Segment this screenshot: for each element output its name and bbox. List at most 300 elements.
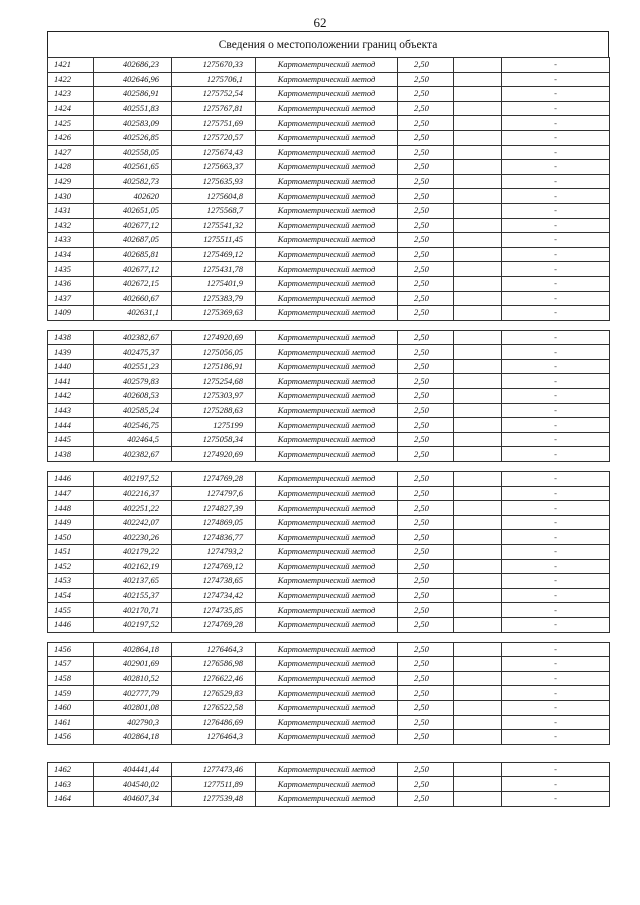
accuracy-cell: 2,50 [398, 218, 454, 233]
method-cell: Картометрический метод [256, 389, 398, 404]
x-coordinate-cell: 402230,26 [94, 530, 172, 545]
note-cell: - [502, 603, 610, 618]
description-cell [454, 617, 502, 632]
note-cell: - [502, 545, 610, 560]
accuracy-cell: 2,50 [398, 515, 454, 530]
point-number-cell: 1444 [48, 418, 94, 433]
x-coordinate-cell: 402558,05 [94, 145, 172, 160]
note-cell: - [502, 203, 610, 218]
accuracy-cell: 2,50 [398, 791, 454, 806]
method-cell: Картометрический метод [256, 291, 398, 306]
accuracy-cell: 2,50 [398, 486, 454, 501]
method-cell: Картометрический метод [256, 432, 398, 447]
method-cell: Картометрический метод [256, 588, 398, 603]
description-cell [454, 545, 502, 560]
table-row [48, 671, 610, 686]
description-cell [454, 777, 502, 792]
description-cell [454, 642, 502, 657]
table-row [48, 700, 610, 715]
accuracy-cell: 2,50 [398, 777, 454, 792]
x-coordinate-cell: 402475,37 [94, 345, 172, 360]
note-cell: - [502, 58, 610, 73]
page-number: 62 [313, 15, 327, 30]
accuracy-cell: 2,50 [398, 686, 454, 701]
table-row [48, 603, 610, 618]
accuracy-cell: 2,50 [398, 262, 454, 277]
method-cell: Картометрический метод [256, 203, 398, 218]
point-number-cell: 1438 [48, 330, 94, 345]
group-separator [48, 462, 610, 472]
method-cell: Картометрический метод [256, 530, 398, 545]
x-coordinate-cell: 402526,85 [94, 130, 172, 145]
point-number-cell: 1449 [48, 515, 94, 530]
y-coordinate-cell: 1275752,54 [172, 87, 256, 102]
method-cell: Картометрический метод [256, 72, 398, 87]
description-cell [454, 374, 502, 389]
point-number-cell: 1463 [48, 777, 94, 792]
description-cell [454, 715, 502, 730]
x-coordinate-cell: 402777,79 [94, 686, 172, 701]
note-cell: - [502, 530, 610, 545]
table-row [48, 345, 610, 360]
description-cell [454, 762, 502, 777]
description-cell [454, 130, 502, 145]
description-cell [454, 330, 502, 345]
table-row [48, 189, 610, 204]
description-cell [454, 530, 502, 545]
description-cell [454, 247, 502, 262]
x-coordinate-cell: 402790,3 [94, 715, 172, 730]
point-number-cell: 1451 [48, 545, 94, 560]
x-coordinate-cell: 402155,37 [94, 588, 172, 603]
note-cell: - [502, 486, 610, 501]
method-cell: Картометрический метод [256, 189, 398, 204]
x-coordinate-cell: 404607,34 [94, 791, 172, 806]
point-number-cell: 1461 [48, 715, 94, 730]
method-cell: Картометрический метод [256, 472, 398, 487]
table-row [48, 432, 610, 447]
accuracy-cell: 2,50 [398, 189, 454, 204]
method-cell: Картометрический метод [256, 233, 398, 248]
method-cell: Картометрический метод [256, 730, 398, 745]
table-row [48, 262, 610, 277]
x-coordinate-cell: 402660,67 [94, 291, 172, 306]
group-separator-cell [48, 462, 610, 472]
x-coordinate-cell: 402646,96 [94, 72, 172, 87]
x-coordinate-cell: 402464,5 [94, 432, 172, 447]
accuracy-cell: 2,50 [398, 276, 454, 291]
y-coordinate-cell: 1275186,91 [172, 359, 256, 374]
accuracy-cell: 2,50 [398, 432, 454, 447]
method-cell: Картометрический метод [256, 345, 398, 360]
note-cell: - [502, 657, 610, 672]
point-number-cell: 1456 [48, 730, 94, 745]
y-coordinate-cell: 1274827,39 [172, 501, 256, 516]
accuracy-cell: 2,50 [398, 330, 454, 345]
point-number-cell: 1432 [48, 218, 94, 233]
y-coordinate-cell: 1275383,79 [172, 291, 256, 306]
point-number-cell: 1435 [48, 262, 94, 277]
y-coordinate-cell: 1276464,3 [172, 730, 256, 745]
y-coordinate-cell: 1275401,9 [172, 276, 256, 291]
x-coordinate-cell: 402677,12 [94, 262, 172, 277]
point-number-cell: 1450 [48, 530, 94, 545]
note-cell: - [502, 777, 610, 792]
accuracy-cell: 2,50 [398, 530, 454, 545]
y-coordinate-cell: 1274797,6 [172, 486, 256, 501]
method-cell: Картометрический метод [256, 276, 398, 291]
description-cell [454, 218, 502, 233]
table-row [48, 233, 610, 248]
method-cell: Картометрический метод [256, 87, 398, 102]
point-number-cell: 1446 [48, 472, 94, 487]
method-cell: Картометрический метод [256, 306, 398, 321]
description-cell [454, 160, 502, 175]
x-coordinate-cell: 402585,24 [94, 403, 172, 418]
point-number-cell: 1431 [48, 203, 94, 218]
method-cell: Картометрический метод [256, 447, 398, 462]
y-coordinate-cell: 1275706,1 [172, 72, 256, 87]
point-number-cell: 1438 [48, 447, 94, 462]
y-coordinate-cell: 1275058,34 [172, 432, 256, 447]
description-cell [454, 791, 502, 806]
method-cell: Картометрический метод [256, 262, 398, 277]
table-title: Сведения о местоположении границ объекта [47, 31, 609, 57]
x-coordinate-cell: 402864,18 [94, 642, 172, 657]
point-number-cell: 1464 [48, 791, 94, 806]
table-row [48, 777, 610, 792]
accuracy-cell: 2,50 [398, 359, 454, 374]
note-cell: - [502, 791, 610, 806]
x-coordinate-cell: 402137,65 [94, 574, 172, 589]
accuracy-cell: 2,50 [398, 145, 454, 160]
note-cell: - [502, 374, 610, 389]
point-number-cell: 1446 [48, 617, 94, 632]
y-coordinate-cell: 1274769,28 [172, 472, 256, 487]
method-cell: Картометрический метод [256, 58, 398, 73]
description-cell [454, 671, 502, 686]
note-cell: - [502, 617, 610, 632]
y-coordinate-cell: 1274769,12 [172, 559, 256, 574]
description-cell [454, 700, 502, 715]
description-cell [454, 203, 502, 218]
accuracy-cell: 2,50 [398, 58, 454, 73]
accuracy-cell: 2,50 [398, 403, 454, 418]
table-row [48, 58, 610, 73]
x-coordinate-cell: 402685,81 [94, 247, 172, 262]
y-coordinate-cell: 1275751,69 [172, 116, 256, 131]
description-cell [454, 686, 502, 701]
table-row [48, 730, 610, 745]
note-cell: - [502, 700, 610, 715]
point-number-cell: 1430 [48, 189, 94, 204]
accuracy-cell: 2,50 [398, 306, 454, 321]
method-cell: Картометрический метод [256, 700, 398, 715]
method-cell: Картометрический метод [256, 791, 398, 806]
description-cell [454, 58, 502, 73]
table-row [48, 359, 610, 374]
point-number-cell: 1459 [48, 686, 94, 701]
point-number-cell: 1453 [48, 574, 94, 589]
method-cell: Картометрический метод [256, 686, 398, 701]
table-row [48, 657, 610, 672]
point-number-cell: 1457 [48, 657, 94, 672]
method-cell: Картометрический метод [256, 777, 398, 792]
accuracy-cell: 2,50 [398, 588, 454, 603]
y-coordinate-cell: 1275635,93 [172, 174, 256, 189]
table-row [48, 276, 610, 291]
group-separator-cell [48, 632, 610, 642]
method-cell: Картометрический метод [256, 403, 398, 418]
table-row [48, 791, 610, 806]
note-cell: - [502, 218, 610, 233]
description-cell [454, 501, 502, 516]
y-coordinate-cell: 1275663,37 [172, 160, 256, 175]
note-cell: - [502, 686, 610, 701]
table-row [48, 374, 610, 389]
point-number-cell: 1443 [48, 403, 94, 418]
note-cell: - [502, 262, 610, 277]
table-row [48, 762, 610, 777]
note-cell: - [502, 130, 610, 145]
method-cell: Картометрический метод [256, 603, 398, 618]
y-coordinate-cell: 1276586,98 [172, 657, 256, 672]
accuracy-cell: 2,50 [398, 160, 454, 175]
y-coordinate-cell: 1275369,63 [172, 306, 256, 321]
y-coordinate-cell: 1274920,69 [172, 330, 256, 345]
coordinates-table [47, 57, 610, 807]
table-row [48, 686, 610, 701]
note-cell: - [502, 715, 610, 730]
y-coordinate-cell: 1274769,28 [172, 617, 256, 632]
method-cell: Картометрический метод [256, 574, 398, 589]
x-coordinate-cell: 402687,05 [94, 233, 172, 248]
table-row [48, 87, 610, 102]
description-cell [454, 730, 502, 745]
y-coordinate-cell: 1276522,58 [172, 700, 256, 715]
y-coordinate-cell: 1275541,32 [172, 218, 256, 233]
point-number-cell: 1462 [48, 762, 94, 777]
table-row [48, 447, 610, 462]
note-cell: - [502, 247, 610, 262]
x-coordinate-cell: 402586,91 [94, 87, 172, 102]
table-row [48, 247, 610, 262]
table-row [48, 501, 610, 516]
x-coordinate-cell: 402620 [94, 189, 172, 204]
method-cell: Картометрический метод [256, 657, 398, 672]
point-number-cell: 1437 [48, 291, 94, 306]
point-number-cell: 1426 [48, 130, 94, 145]
table-row [48, 403, 610, 418]
note-cell: - [502, 345, 610, 360]
description-cell [454, 87, 502, 102]
y-coordinate-cell: 1274793,2 [172, 545, 256, 560]
y-coordinate-cell: 1275720,57 [172, 130, 256, 145]
description-cell [454, 447, 502, 462]
x-coordinate-cell: 402608,53 [94, 389, 172, 404]
description-cell [454, 486, 502, 501]
note-cell: - [502, 403, 610, 418]
note-cell: - [502, 116, 610, 131]
accuracy-cell: 2,50 [398, 101, 454, 116]
accuracy-cell: 2,50 [398, 130, 454, 145]
method-cell: Картометрический метод [256, 762, 398, 777]
table-row [48, 174, 610, 189]
description-cell [454, 559, 502, 574]
x-coordinate-cell: 402677,12 [94, 218, 172, 233]
description-cell [454, 145, 502, 160]
note-cell: - [502, 432, 610, 447]
x-coordinate-cell: 402551,23 [94, 359, 172, 374]
method-cell: Картометрический метод [256, 116, 398, 131]
table-row [48, 588, 610, 603]
x-coordinate-cell: 402810,52 [94, 671, 172, 686]
x-coordinate-cell: 402582,73 [94, 174, 172, 189]
method-cell: Картометрический метод [256, 101, 398, 116]
table-row [48, 389, 610, 404]
group-separator-cell [48, 320, 610, 330]
x-coordinate-cell: 404540,02 [94, 777, 172, 792]
description-cell [454, 603, 502, 618]
method-cell: Картометрический метод [256, 715, 398, 730]
table-row [48, 574, 610, 589]
group-separator-cell [48, 744, 610, 762]
description-cell [454, 116, 502, 131]
table-row [48, 306, 610, 321]
table-row [48, 130, 610, 145]
point-number-cell: 1433 [48, 233, 94, 248]
note-cell: - [502, 174, 610, 189]
method-cell: Картометрический метод [256, 374, 398, 389]
point-number-cell: 1442 [48, 389, 94, 404]
method-cell: Картометрический метод [256, 418, 398, 433]
point-number-cell: 1441 [48, 374, 94, 389]
accuracy-cell: 2,50 [398, 233, 454, 248]
x-coordinate-cell: 402242,07 [94, 515, 172, 530]
y-coordinate-cell: 1275568,7 [172, 203, 256, 218]
accuracy-cell: 2,50 [398, 730, 454, 745]
table-row [48, 330, 610, 345]
x-coordinate-cell: 402197,52 [94, 472, 172, 487]
point-number-cell: 1428 [48, 160, 94, 175]
table-row [48, 203, 610, 218]
table-row [48, 715, 610, 730]
note-cell: - [502, 389, 610, 404]
method-cell: Картометрический метод [256, 359, 398, 374]
table-row [48, 472, 610, 487]
x-coordinate-cell: 402901,69 [94, 657, 172, 672]
x-coordinate-cell: 402583,09 [94, 116, 172, 131]
description-cell [454, 174, 502, 189]
point-number-cell: 1421 [48, 58, 94, 73]
accuracy-cell: 2,50 [398, 247, 454, 262]
table-row [48, 486, 610, 501]
method-cell: Картометрический метод [256, 671, 398, 686]
note-cell: - [502, 515, 610, 530]
table-row [48, 545, 610, 560]
description-cell [454, 101, 502, 116]
accuracy-cell: 2,50 [398, 389, 454, 404]
note-cell: - [502, 87, 610, 102]
description-cell [454, 418, 502, 433]
point-number-cell: 1439 [48, 345, 94, 360]
y-coordinate-cell: 1276486,69 [172, 715, 256, 730]
x-coordinate-cell: 402551,83 [94, 101, 172, 116]
description-cell [454, 359, 502, 374]
note-cell: - [502, 730, 610, 745]
method-cell: Картометрический метод [256, 160, 398, 175]
note-cell: - [502, 145, 610, 160]
y-coordinate-cell: 1275288,63 [172, 403, 256, 418]
method-cell: Картометрический метод [256, 130, 398, 145]
note-cell: - [502, 359, 610, 374]
accuracy-cell: 2,50 [398, 345, 454, 360]
x-coordinate-cell: 402864,18 [94, 730, 172, 745]
note-cell: - [502, 472, 610, 487]
note-cell: - [502, 642, 610, 657]
x-coordinate-cell: 402382,67 [94, 447, 172, 462]
note-cell: - [502, 101, 610, 116]
y-coordinate-cell: 1274920,69 [172, 447, 256, 462]
accuracy-cell: 2,50 [398, 472, 454, 487]
table-row [48, 515, 610, 530]
note-cell: - [502, 762, 610, 777]
point-number-cell: 1454 [48, 588, 94, 603]
accuracy-cell: 2,50 [398, 715, 454, 730]
description-cell [454, 657, 502, 672]
accuracy-cell: 2,50 [398, 574, 454, 589]
x-coordinate-cell: 404441,44 [94, 762, 172, 777]
y-coordinate-cell: 1275604,8 [172, 189, 256, 204]
y-coordinate-cell: 1275767,81 [172, 101, 256, 116]
method-cell: Картометрический метод [256, 174, 398, 189]
accuracy-cell: 2,50 [398, 174, 454, 189]
description-cell [454, 276, 502, 291]
y-coordinate-cell: 1275199 [172, 418, 256, 433]
y-coordinate-cell: 1274735,85 [172, 603, 256, 618]
note-cell: - [502, 330, 610, 345]
table-row [48, 418, 610, 433]
description-cell [454, 472, 502, 487]
y-coordinate-cell: 1275469,12 [172, 247, 256, 262]
accuracy-cell: 2,50 [398, 617, 454, 632]
y-coordinate-cell: 1277511,89 [172, 777, 256, 792]
accuracy-cell: 2,50 [398, 559, 454, 574]
accuracy-cell: 2,50 [398, 657, 454, 672]
point-number-cell: 1458 [48, 671, 94, 686]
x-coordinate-cell: 402631,1 [94, 306, 172, 321]
point-number-cell: 1422 [48, 72, 94, 87]
boundary-table-sheet [47, 31, 609, 807]
table-row [48, 617, 610, 632]
table-row [48, 116, 610, 131]
x-coordinate-cell: 402251,22 [94, 501, 172, 516]
group-separator [48, 632, 610, 642]
y-coordinate-cell: 1274734,42 [172, 588, 256, 603]
note-cell: - [502, 276, 610, 291]
point-number-cell: 1425 [48, 116, 94, 131]
accuracy-cell: 2,50 [398, 418, 454, 433]
coordinates-table-body [48, 58, 610, 807]
description-cell [454, 72, 502, 87]
method-cell: Картометрический метод [256, 642, 398, 657]
point-number-cell: 1445 [48, 432, 94, 447]
accuracy-cell: 2,50 [398, 72, 454, 87]
table-row [48, 291, 610, 306]
description-cell [454, 588, 502, 603]
note-cell: - [502, 418, 610, 433]
point-number-cell: 1423 [48, 87, 94, 102]
